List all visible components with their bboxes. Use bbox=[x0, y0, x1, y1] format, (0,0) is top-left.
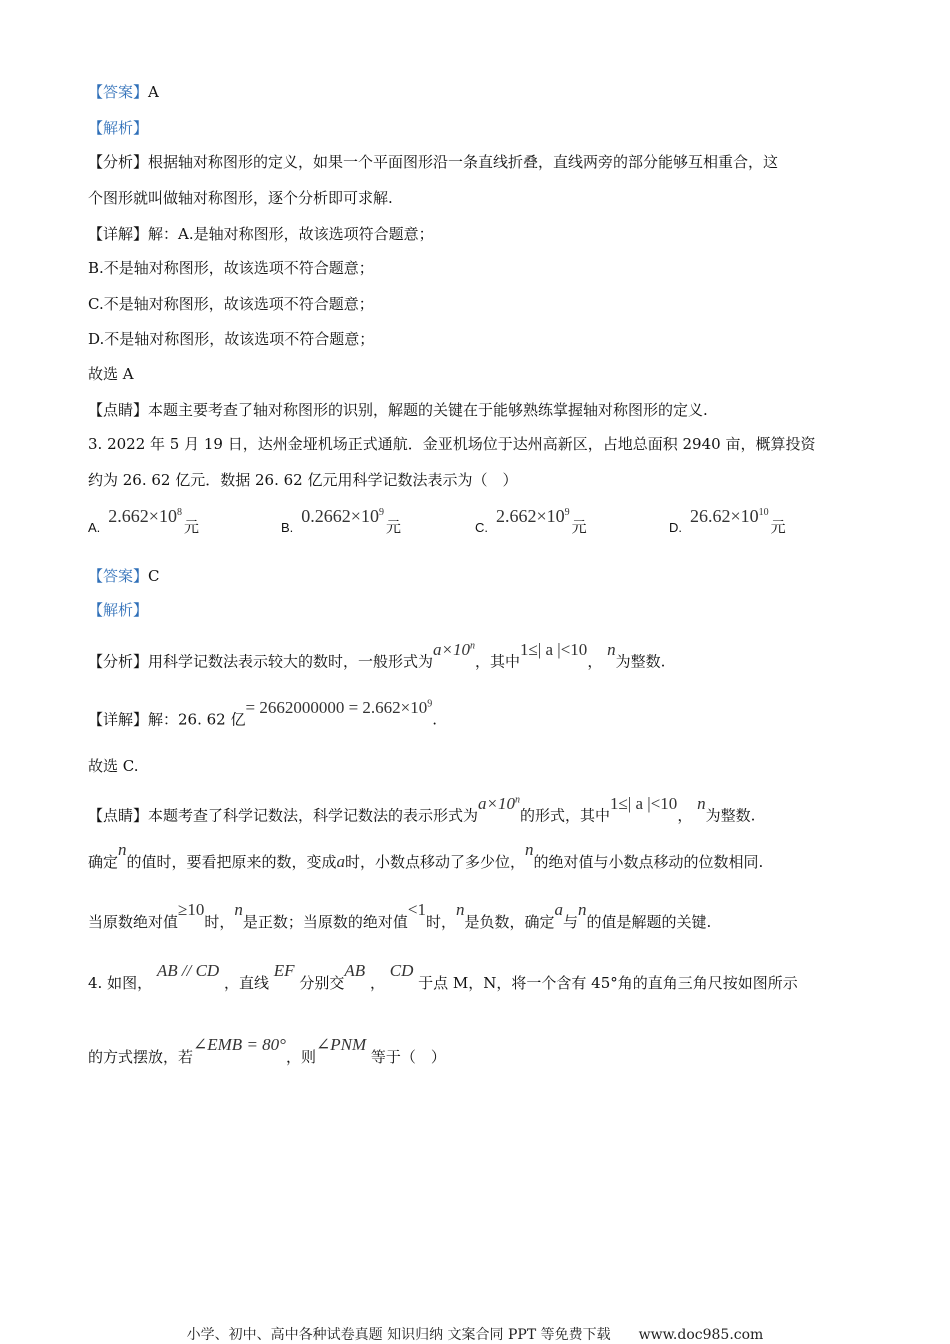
math-expression: = $2662000000 = 2.662\times 10^9$ bbox=[245, 697, 433, 717]
math-expression: AB // CD bbox=[156, 961, 220, 980]
math-expression: CD bbox=[389, 961, 414, 980]
q2-choose: 故选 A bbox=[88, 365, 134, 383]
q2-detail-c: C.不是轴对称图形，故该选项不符合题意； bbox=[88, 295, 374, 313]
comment-text: 为整数. bbox=[705, 806, 756, 825]
q3-analysis-line bbox=[88, 600, 148, 620]
q2-fenxi-line-1 bbox=[88, 152, 778, 172]
math-expression: ≥10 bbox=[178, 900, 205, 919]
fenxi-text: 个图形就叫做轴对称图形，逐个分析即可求解. bbox=[88, 189, 393, 207]
comment-text: 的形式，其中 bbox=[520, 806, 611, 825]
math-variable: n bbox=[234, 900, 243, 919]
detail-text: 解：A.是轴对称图形，故该选项符合题意； bbox=[148, 225, 434, 243]
q2-comment bbox=[88, 400, 708, 420]
q2-detail-a bbox=[88, 224, 434, 244]
comment-tag: 【点睛】 bbox=[88, 806, 149, 825]
analysis-tag: 【解析】 bbox=[88, 119, 149, 137]
comment-tag: 【点睛】 bbox=[88, 401, 149, 419]
analysis-tag: 【解析】 bbox=[88, 601, 149, 619]
q3-stem-2: 约为 26. 62 亿元．数据 26. 62 亿元用科学记数法表示为（ ） bbox=[88, 471, 518, 489]
q3-option-d bbox=[669, 506, 786, 536]
q2-detail-b: B.不是轴对称图形，故该选项不符合题意； bbox=[88, 259, 374, 277]
option-label: D. bbox=[669, 520, 682, 535]
answer-tag: 【答案】 bbox=[88, 83, 149, 101]
option-expression: $2.662\times 10^9$ bbox=[496, 506, 570, 526]
comment-text: 本题主要考查了轴对称图形的识别，解题的关键在于能够熟练掌握轴对称图形的定义. bbox=[148, 401, 708, 419]
math-expression: $a\times 10^n$ bbox=[478, 793, 521, 813]
q3-detail-line bbox=[88, 697, 438, 730]
detail-text: . bbox=[432, 710, 438, 729]
option-expression: $0.2662\times 10^9$ bbox=[301, 506, 384, 526]
fenxi-text: 为整数. bbox=[615, 652, 666, 671]
q3-comment-line-3: 当原数绝对值≥10时，n是正数；当原数的绝对值<1时，n是负数，确定a与n的值是解题的关键. bbox=[88, 900, 712, 931]
q2-analysis-line bbox=[88, 118, 148, 138]
math-expression: 1≤| a |<10 bbox=[520, 639, 588, 659]
option-unit: 元 bbox=[385, 518, 401, 536]
answer-value: A bbox=[148, 83, 159, 101]
math-variable: a bbox=[554, 900, 564, 919]
detail-tag: 【详解】 bbox=[88, 710, 149, 729]
option-label: B. bbox=[281, 520, 294, 535]
math-expression: $a\times 10^n$ bbox=[433, 639, 476, 659]
math-variable: n bbox=[607, 639, 616, 659]
q3-answer-line bbox=[88, 566, 160, 586]
option-label: A. bbox=[88, 520, 101, 535]
option-unit: 元 bbox=[183, 518, 199, 536]
detail-text: 解：26. 62 亿 bbox=[148, 710, 246, 729]
comment-text: 本题考查了科学记数法，科学记数法的表示形式为 bbox=[148, 806, 479, 825]
q3-option-b bbox=[281, 506, 401, 536]
option-expression: $26.62\times 10^{10}$ bbox=[690, 506, 769, 526]
fenxi-text: ，其中 bbox=[475, 652, 521, 671]
q4-stem-2: 的方式摆放，若∠EMB = 80°，则∠PNM 等于（ ） bbox=[88, 1035, 446, 1066]
math-variable: n bbox=[525, 840, 534, 859]
option-unit: 元 bbox=[571, 518, 587, 536]
q2-detail-d: D.不是轴对称图形，故该选项不符合题意； bbox=[88, 330, 375, 348]
q3-option-c bbox=[475, 506, 587, 536]
math-expression: ∠EMB = 80° bbox=[193, 1035, 286, 1054]
math-variable: a bbox=[336, 852, 346, 871]
math-variable: n bbox=[118, 840, 127, 859]
fenxi-text: ， bbox=[587, 652, 603, 671]
math-expression: ∠PNM bbox=[315, 1035, 367, 1054]
detail-tag: 【详解】 bbox=[88, 225, 149, 243]
q2-fenxi-line-2 bbox=[88, 188, 393, 208]
fenxi-tag: 【分析】 bbox=[88, 153, 149, 171]
comment-text: ， bbox=[677, 806, 693, 825]
option-unit: 元 bbox=[770, 518, 786, 536]
math-variable: n bbox=[578, 900, 587, 919]
q3-comment-line-1 bbox=[88, 793, 756, 826]
page-footer: 小学、初中、高中各种试卷真题 知识归纳 文案合同 PPT 等免费下载 www.doc985.com bbox=[186, 1327, 764, 1343]
option-label: C. bbox=[475, 520, 488, 535]
q3-stem-1: 3. 2022 年 5 月 19 日，达州金垭机场正式通航．金亚机场位于达州高新区，占地总面积 2940 亩，概算投资 bbox=[88, 435, 816, 453]
fenxi-text: 根据轴对称图形的定义，如果一个平面图形沿一条直线折叠，直线两旁的部分能够互相重合，这 bbox=[148, 153, 779, 171]
math-expression: AB bbox=[344, 961, 366, 980]
q3-comment-line-2: 确定n的值时，要看把原来的数，变成a时，小数点移动了多少位，n的绝对值与小数点移动的位数相同. bbox=[88, 840, 764, 871]
option-expression: $2.662\times 10^8$ bbox=[108, 506, 182, 526]
fenxi-tag: 【分析】 bbox=[88, 652, 149, 671]
math-expression: EF bbox=[273, 961, 295, 980]
q2-answer-line bbox=[88, 82, 159, 102]
answer-tag: 【答案】 bbox=[88, 567, 149, 585]
q3-choose: 故选 C. bbox=[88, 757, 139, 775]
fenxi-text: 用科学记数法表示较大的数时，一般形式为 bbox=[148, 652, 434, 671]
q4-stem-1: 4. 如图， AB // CD ，直线 EF 分别交AB ， CD 于点 M，N，将一个含有 45°角的直角三角尺按如图所示 bbox=[88, 961, 798, 992]
math-variable: n bbox=[456, 900, 465, 919]
math-variable: n bbox=[697, 793, 706, 813]
math-expression: 1≤| a |<10 bbox=[610, 793, 678, 813]
q3-fenxi-line bbox=[88, 639, 666, 672]
q3-option-a bbox=[88, 506, 199, 536]
answer-value: C bbox=[148, 567, 160, 585]
math-expression: <1 bbox=[407, 900, 426, 919]
